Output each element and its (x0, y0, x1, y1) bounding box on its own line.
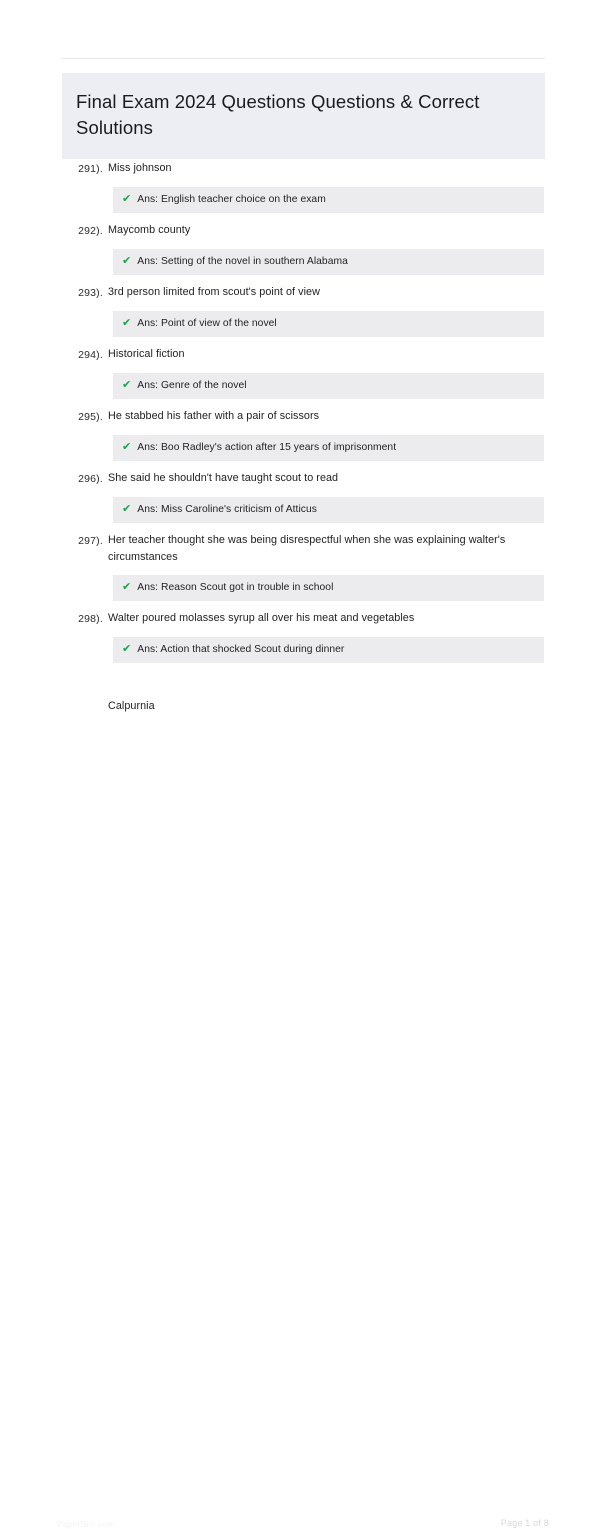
answer-text: Ans: Setting of the novel in southern Alabama (137, 256, 348, 267)
question-number: 296). (78, 473, 103, 485)
question-number: 295). (78, 411, 103, 423)
answer-wrapper (113, 575, 544, 601)
question-answer-list (0, 160, 606, 724)
answer-text: Ans: English teacher choice on the exam (137, 194, 326, 205)
question-text: Her teacher thought she was being disrespectful when she was explaining walter's circumstances (108, 534, 506, 563)
list-item (0, 610, 606, 672)
question-text: She said he shouldn't have taught scout to read (108, 472, 339, 484)
question-number: 298). (78, 613, 103, 625)
list-item (0, 284, 606, 346)
question-text: Walter poured molasses syrup all over his meat and vegetables (108, 612, 415, 624)
question-row (0, 470, 606, 488)
list-item-trailing (0, 698, 606, 724)
question-row (0, 346, 606, 364)
list-item (0, 222, 606, 284)
watermark-text: PaperStic.com (57, 1519, 115, 1529)
check-icon: ✔ (122, 193, 132, 205)
answer-text: Ans: Reason Scout got in trouble in school (137, 582, 334, 593)
question-row (0, 532, 606, 566)
list-item (0, 470, 606, 532)
list-item (0, 532, 606, 610)
top-divider (62, 58, 545, 59)
question-text: Maycomb county (108, 224, 191, 236)
answer-band (113, 575, 544, 601)
question-number: 291). (78, 163, 103, 175)
check-icon: ✔ (122, 441, 132, 453)
document-header (62, 73, 545, 159)
answer-band (113, 373, 544, 399)
answer-wrapper (113, 187, 544, 213)
question-number: 293). (78, 287, 103, 299)
answer-wrapper (113, 311, 544, 337)
question-row (0, 160, 606, 178)
answer-text: Ans: Point of view of the novel (137, 318, 277, 329)
question-row (0, 610, 606, 628)
question-text: 3rd person limited from scout's point of view (108, 286, 320, 298)
answer-band (113, 249, 544, 275)
answer-text: Ans: Genre of the novel (137, 380, 247, 391)
answer-wrapper (113, 373, 544, 399)
answer-text: Ans: Action that shocked Scout during dinner (137, 644, 345, 655)
page-title: Final Exam 2024 Questions Questions & Correct Solutions (76, 91, 480, 138)
list-item (0, 408, 606, 470)
page-number-label: Page 1 of 8 (500, 1518, 549, 1528)
question-row (0, 284, 606, 302)
question-text: Calpurnia (108, 700, 155, 712)
list-item (0, 346, 606, 408)
question-text: Historical fiction (108, 348, 185, 360)
check-icon: ✔ (122, 317, 132, 329)
answer-wrapper (113, 435, 544, 461)
question-number: 294). (78, 349, 103, 361)
question-number: 292). (78, 225, 103, 237)
answer-band (113, 497, 544, 523)
answer-band (113, 435, 544, 461)
check-icon: ✔ (122, 503, 132, 515)
answer-text: Ans: Miss Caroline's criticism of Atticus (137, 504, 317, 515)
question-number (0, 698, 108, 699)
question-number: 297). (78, 535, 103, 547)
list-item (0, 160, 606, 222)
check-icon: ✔ (122, 581, 132, 593)
answer-band (113, 311, 544, 337)
check-icon: ✔ (122, 379, 132, 391)
answer-text: Ans: Boo Radley's action after 15 years of imprisonment (137, 442, 397, 453)
check-icon: ✔ (122, 255, 132, 267)
answer-wrapper (113, 637, 544, 663)
question-row (0, 222, 606, 240)
check-icon: ✔ (122, 643, 132, 655)
answer-band (113, 637, 544, 663)
question-text: Miss johnson (108, 162, 172, 174)
answer-wrapper (113, 497, 544, 523)
question-row (0, 408, 606, 426)
page-footer (0, 754, 606, 1529)
answer-band (113, 187, 544, 213)
answer-wrapper (113, 249, 544, 275)
question-row (0, 698, 606, 715)
question-text: He stabbed his father with a pair of scissors (108, 410, 320, 422)
